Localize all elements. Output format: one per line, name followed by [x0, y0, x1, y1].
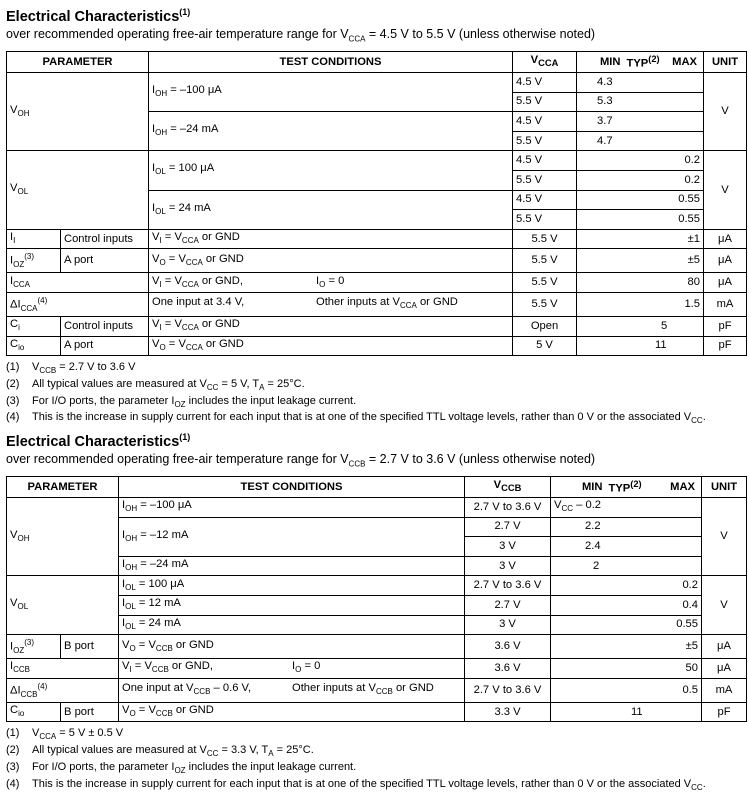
table-cell: 2.4 [551, 537, 702, 557]
column-header: TYP$^{(2)}$ [625, 52, 661, 73]
table-cell: $I_{OH} = -100$ μA [149, 73, 513, 112]
table-row [7, 635, 747, 659]
table-cell: $V_I = V_{CCA}$ or GND [149, 229, 513, 249]
table-cell: $V_O = V_{CCB}$ or GND [119, 635, 465, 659]
table-cell: B port [61, 702, 119, 722]
section-vcca [6, 3, 746, 428]
table-cell: 2.7 V to 3.6 V [465, 678, 551, 702]
table-cell: $V_I = V_{CCB}$ or GND, $I_O = 0$ [119, 659, 465, 679]
footnote: (1) $V_{CCA} = 5$ V ± 0.5 V [6, 727, 124, 742]
table-cell: $V_I = V_{CCA}$ or GND, $I_O = 0$ [149, 273, 513, 293]
table-cell: $I_{OH} = -100$ μA [119, 498, 465, 518]
table-cell: V [704, 151, 747, 229]
section-title: Electrical Characteristics$^{(1)}$ [6, 7, 191, 25]
table-cell: μA [702, 635, 747, 659]
table-cell: 5.5 V [513, 229, 577, 249]
table-cell: 3 V [465, 537, 551, 557]
table-cell: 0.2 [577, 171, 704, 191]
table-cell: 5 [577, 316, 704, 336]
table-row [7, 273, 747, 293]
table-cell: $V_O = V_{CCA}$ or GND [149, 336, 513, 356]
table-cell: 4.5 V [513, 73, 577, 93]
column-header: UNIT [702, 477, 747, 498]
table-cell: 2.7 V to 3.6 V [465, 498, 551, 518]
table-cell: 80 [577, 273, 704, 293]
footnotes [6, 727, 746, 794]
table-cell: B port [61, 635, 119, 659]
table-cell: 5.5 V [513, 171, 577, 191]
column-header: MIN [577, 52, 625, 73]
section-title: Electrical Characteristics$^{(1)}$ [6, 432, 191, 450]
table-cell: mA [704, 292, 747, 316]
table-cell: 5.5 V [513, 273, 577, 293]
table-cell: pF [704, 336, 747, 356]
table-cell: 0.55 [577, 190, 704, 210]
section-vccb [6, 428, 746, 794]
table-cell: $I_{OL} = 100$ μA [149, 151, 513, 190]
table-cell: $V_{OL}$ [7, 151, 149, 229]
table-cell: μA [702, 659, 747, 679]
column-header: TEST CONDITIONS [149, 52, 513, 73]
table-cell: $V_{OH}$ [7, 498, 119, 576]
table-cell: 11 [551, 702, 702, 722]
column-header: $V_{CCA}$ [513, 52, 577, 73]
table-cell: 0.2 [551, 576, 702, 596]
table-cell: pF [704, 316, 747, 336]
table-cell: $I_{OH} = -24$ mA [119, 556, 465, 576]
table-cell: pF [702, 702, 747, 722]
table-row [7, 73, 747, 93]
table-cell: μA [704, 229, 747, 249]
table-cell: $I_{OL} = 100$ μA [119, 576, 465, 596]
footnote: (3) For I/O ports, the parameter $I_{OZ}$ includes the input leakage current. [6, 394, 357, 409]
table-row [7, 659, 747, 679]
table-cell: ±1 [577, 229, 704, 249]
table-cell: 2 [551, 556, 702, 576]
table-cell: $I_{OH} = -24$ mA [149, 112, 513, 151]
characteristics-table-vccb [6, 476, 747, 722]
table-cell: 5.5 V [513, 92, 577, 112]
section-subtitle: over recommended operating free-air temperature range for $V_{CCA} = 4.5$ V to 5.5 V (unless otherwise noted) [6, 26, 596, 44]
table-cell: 3.6 V [465, 659, 551, 679]
table-cell: 0.55 [551, 615, 702, 635]
table-cell: 2.7 V [465, 517, 551, 537]
table-cell: 3.6 V [465, 635, 551, 659]
table-cell: $V_{OL}$ [7, 576, 119, 635]
column-header: $V_{CCB}$ [465, 477, 551, 498]
table-cell: $I_I$ [7, 229, 61, 249]
table-cell: μA [704, 273, 747, 293]
table-row [7, 229, 747, 249]
table-cell: $I_{CCB}$ [7, 659, 119, 679]
table-cell: ±5 [551, 635, 702, 659]
table-cell: $C_{io}$ [7, 336, 61, 356]
table-cell: mA [702, 678, 747, 702]
column-header: PARAMETER [7, 477, 119, 498]
table-cell: 5.5 V [513, 131, 577, 151]
header-row [7, 477, 747, 498]
table-cell: A port [61, 336, 149, 356]
column-header: TYP$^{(2)}$ [607, 477, 647, 498]
table-cell: 5 V [513, 336, 577, 356]
table-row [7, 498, 747, 518]
table-cell: ±5 [577, 249, 704, 273]
table-cell: $V_O = V_{CCA}$ or GND [149, 249, 513, 273]
table-cell: 4.3 [577, 73, 704, 93]
header-row [7, 52, 747, 73]
table-cell: 0.4 [551, 596, 702, 616]
table-row [7, 678, 747, 702]
table-cell: One input at 3.4 V, Other inputs at $V_{CCA}$ or GND [149, 292, 513, 316]
table-cell: 4.7 [577, 131, 704, 151]
table-row [7, 336, 747, 356]
table-cell: $I_{OH} = -12$ mA [119, 517, 465, 556]
table-cell: 2.7 V [465, 596, 551, 616]
table-cell: $\Delta I_{CCB}^{(4)}$ [7, 678, 119, 702]
column-header: MIN [551, 477, 607, 498]
table-cell: 5.5 V [513, 210, 577, 230]
table-cell: 3.3 V [465, 702, 551, 722]
table-cell: $I_{OL} = 24$ mA [149, 190, 513, 229]
table-cell: $I_{OL} = 12$ mA [119, 596, 465, 616]
table-cell: $I_{OL} = 24$ mA [119, 615, 465, 635]
table-cell: Control inputs [61, 229, 149, 249]
table-cell: $V_O = V_{CCB}$ or GND [119, 702, 465, 722]
table-cell: 5.5 V [513, 292, 577, 316]
table-cell: 0.5 [551, 678, 702, 702]
table-cell: 3.7 [577, 112, 704, 132]
table-cell: $I_{CCA}$ [7, 273, 149, 293]
table-cell: V [702, 576, 747, 635]
table-row [7, 576, 747, 596]
table-cell: μA [704, 249, 747, 273]
table-cell: $V_{CC} - 0.2$ [551, 498, 702, 518]
table-cell: $\Delta I_{CCA}^{(4)}$ [7, 292, 149, 316]
column-header: PARAMETER [7, 52, 149, 73]
table-cell: 5.3 [577, 92, 704, 112]
footnotes [6, 361, 746, 428]
table-cell: V [702, 498, 747, 576]
table-cell: One input at $V_{CCB} - 0.6$ V, Other inputs at $V_{CCB}$ or GND [119, 678, 465, 702]
table-cell: Open [513, 316, 577, 336]
table-cell: 2.2 [551, 517, 702, 537]
column-header: MAX [661, 52, 704, 73]
table-cell: 4.5 V [513, 190, 577, 210]
table-cell: Control inputs [61, 316, 149, 336]
table-cell: $C_i$ [7, 316, 61, 336]
table-cell: 4.5 V [513, 112, 577, 132]
column-header: MAX [647, 477, 702, 498]
table-row [7, 292, 747, 316]
table-cell: A port [61, 249, 149, 273]
table-cell: $C_{io}$ [7, 702, 61, 722]
table-cell: V [704, 73, 747, 151]
footnote: (1) $V_{CCB} = 2.7$ V to 3.6 V [6, 361, 136, 376]
table-cell: $V_{OH}$ [7, 73, 149, 151]
table-cell: 4.5 V [513, 151, 577, 171]
column-header: TEST CONDITIONS [119, 477, 465, 498]
table-row [7, 702, 747, 722]
footnote: (2) All typical values are measured at $V_{CC} = 5$ V, $T_A = 25^\circ C$. [6, 377, 305, 393]
footnote: (2) All typical values are measured at $V_{CC} = 3.3$ V, $T_A = 25^\circ C$. [6, 744, 314, 759]
footnote: (4) This is the increase in supply current for each input that is at one of the specified TTL voltage levels, rather than 0 V or the associated $V_{CC}$. [6, 411, 706, 426]
table-cell: 0.2 [577, 151, 704, 171]
table-cell: 5.5 V [513, 249, 577, 273]
table-row [7, 316, 747, 336]
table-cell: 11 [577, 336, 704, 356]
table-cell: 3 V [465, 556, 551, 576]
table-cell: 2.7 V to 3.6 V [465, 576, 551, 596]
table-cell: 1.5 [577, 292, 704, 316]
column-header: UNIT [704, 52, 747, 73]
footnote: (4) This is the increase in supply current for each input that is at one of the specified TTL voltage levels, rather than 0 V or the associated $V_{CC}$. [6, 777, 706, 792]
footnote: (3) For I/O ports, the parameter $I_{OZ}$ includes the input leakage current. [6, 760, 357, 776]
table-cell: 0.55 [577, 210, 704, 230]
table-row [7, 249, 747, 273]
table-row [7, 151, 747, 171]
table-cell: 50 [551, 659, 702, 679]
table-cell: $V_I = V_{CCA}$ or GND [149, 316, 513, 336]
table-cell: $I_{OZ}^{(3)}$ [7, 635, 61, 659]
characteristics-table-vcca [6, 51, 747, 356]
table-cell: $I_{OZ}^{(3)}$ [7, 249, 61, 273]
section-subtitle: over recommended operating free-air temperature range for $V_{CCB} = 2.7$ V to 3.6 V (unless otherwise noted) [6, 451, 596, 469]
table-cell: 3 V [465, 615, 551, 635]
